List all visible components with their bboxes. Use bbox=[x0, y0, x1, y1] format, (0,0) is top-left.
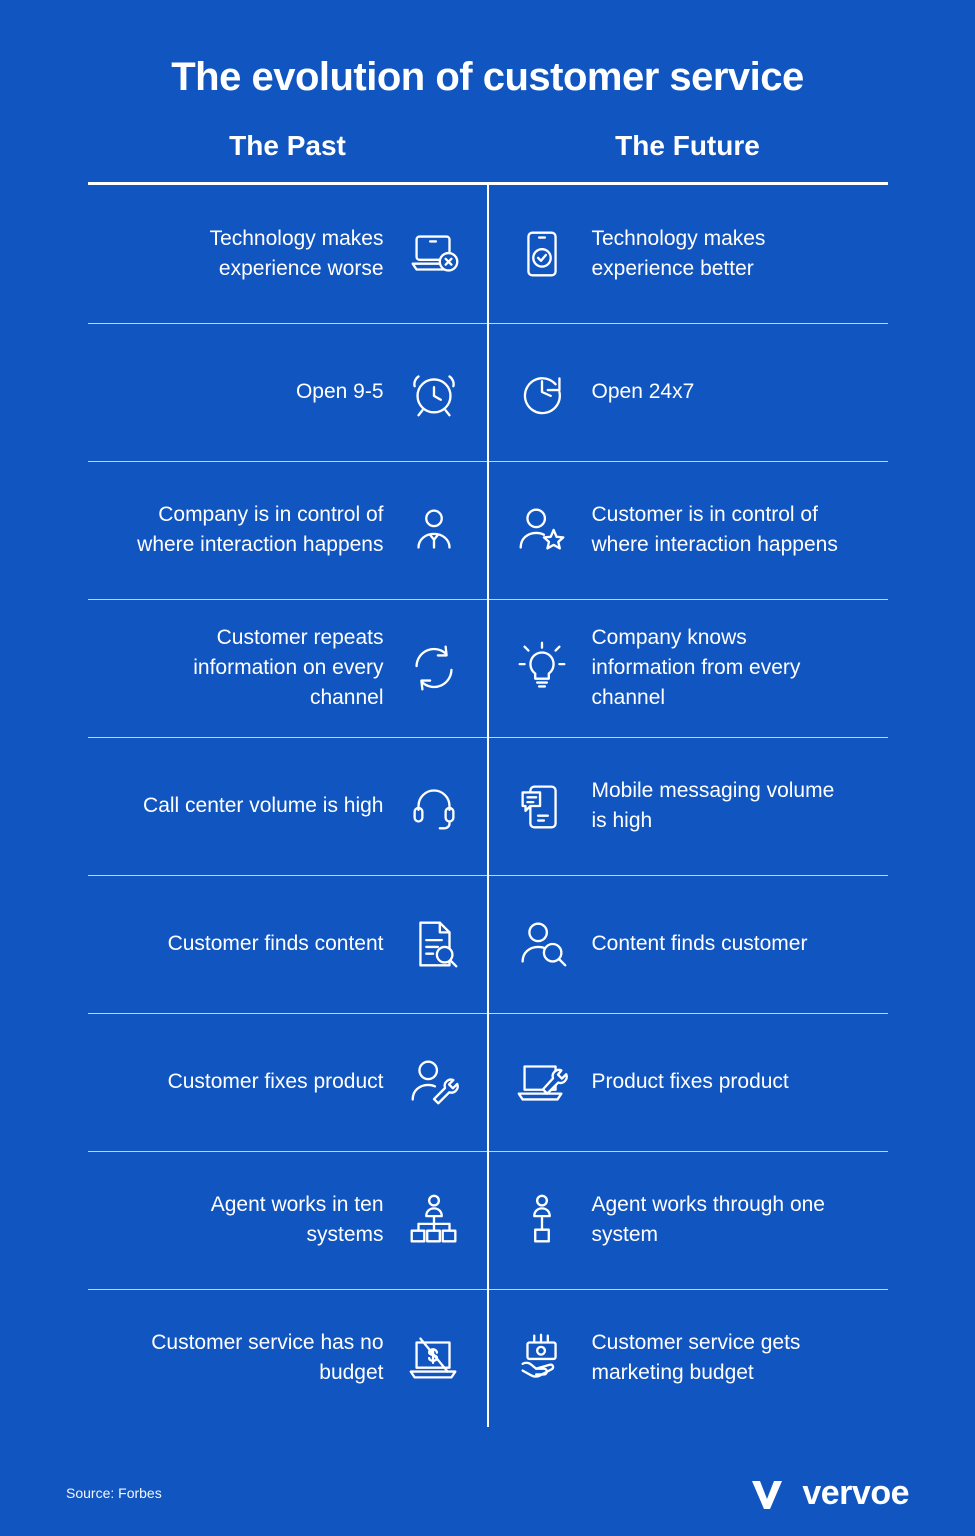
table-row bbox=[88, 1289, 888, 1427]
cell-future bbox=[488, 737, 888, 875]
row-label-past: Customer repeats information on every channel bbox=[193, 626, 384, 709]
row-label-future: Content finds customer bbox=[591, 932, 808, 956]
page-title: The evolution of customer service bbox=[171, 55, 804, 99]
cell-past bbox=[88, 461, 488, 599]
person-star-icon bbox=[506, 494, 578, 566]
row-label-future: Open 24x7 bbox=[591, 380, 695, 404]
clock-cycle-icon bbox=[506, 356, 578, 428]
table-row bbox=[88, 737, 888, 875]
column-header-future: The Future bbox=[615, 130, 760, 161]
table-row bbox=[88, 875, 888, 1013]
row-label-past: Open 9-5 bbox=[295, 380, 384, 404]
cell-past bbox=[88, 875, 488, 1013]
cell-future bbox=[488, 875, 888, 1013]
row-label-past: Agent works in ten systems bbox=[210, 1193, 384, 1246]
row-label-future: Customer is in control of where interaction happens bbox=[591, 503, 838, 556]
row-label-past: Customer fixes product bbox=[167, 1070, 384, 1094]
brand-logo bbox=[746, 1472, 909, 1514]
row-label-past: Customer service has no budget bbox=[151, 1331, 384, 1384]
cell-past bbox=[88, 737, 488, 875]
alarm-clock-icon bbox=[398, 356, 470, 428]
brand-name: vervoe bbox=[802, 1473, 909, 1512]
mobile-message-icon bbox=[506, 770, 578, 842]
row-label-future: Product fixes product bbox=[591, 1070, 789, 1094]
refresh-loop-icon bbox=[398, 632, 470, 704]
person-single-system-icon bbox=[506, 1184, 578, 1256]
cell-future bbox=[488, 323, 888, 461]
row-label-past: Call center volume is high bbox=[143, 794, 384, 818]
row-label-past: Company is in control of where interaction happens bbox=[137, 503, 384, 556]
table-row bbox=[88, 185, 888, 323]
cell-future bbox=[488, 599, 888, 737]
table-row bbox=[88, 1013, 888, 1151]
row-label-future: Agent works through one system bbox=[591, 1193, 825, 1246]
laptop-no-money-icon bbox=[398, 1322, 470, 1394]
person-wrench-icon bbox=[398, 1046, 470, 1118]
cell-past bbox=[88, 185, 488, 323]
table-row bbox=[88, 323, 888, 461]
cell-past bbox=[88, 1289, 488, 1427]
cell-future bbox=[488, 185, 888, 323]
table-row bbox=[88, 599, 888, 737]
lightbulb-idea-icon bbox=[506, 632, 578, 704]
cell-future bbox=[488, 1013, 888, 1151]
row-label-past: Customer finds content bbox=[167, 932, 384, 956]
row-label-past: Technology makes experience worse bbox=[209, 227, 384, 280]
tablet-check-icon bbox=[506, 218, 578, 290]
cell-past bbox=[88, 599, 488, 737]
table-row bbox=[88, 461, 888, 599]
cell-future bbox=[488, 1151, 888, 1289]
column-header-past: The Past bbox=[229, 130, 346, 161]
comparison-table bbox=[88, 110, 888, 1427]
source-label: Source: Forbes bbox=[66, 1485, 162, 1501]
row-label-future: Company knows information from every channel bbox=[591, 626, 801, 709]
hand-money-icon bbox=[506, 1322, 578, 1394]
table-row bbox=[88, 1151, 888, 1289]
row-label-future: Mobile messaging volume is high bbox=[591, 779, 835, 832]
footer bbox=[0, 1472, 975, 1514]
row-label-future: Technology makes experience better bbox=[591, 227, 766, 280]
business-person-icon bbox=[398, 494, 470, 566]
laptop-wrench-icon bbox=[506, 1046, 578, 1118]
row-label-future: Customer service gets marketing budget bbox=[591, 1331, 801, 1384]
cell-future bbox=[488, 461, 888, 599]
laptop-error-icon bbox=[398, 218, 470, 290]
person-org-chart-icon bbox=[398, 1184, 470, 1256]
headset-icon bbox=[398, 770, 470, 842]
cell-past bbox=[88, 1151, 488, 1289]
table-header-row bbox=[88, 110, 888, 182]
cell-future bbox=[488, 1289, 888, 1427]
document-search-icon bbox=[398, 908, 470, 980]
person-search-icon bbox=[506, 908, 578, 980]
vervoe-v-logo-icon bbox=[746, 1472, 788, 1514]
cell-past bbox=[88, 323, 488, 461]
cell-past bbox=[88, 1013, 488, 1151]
